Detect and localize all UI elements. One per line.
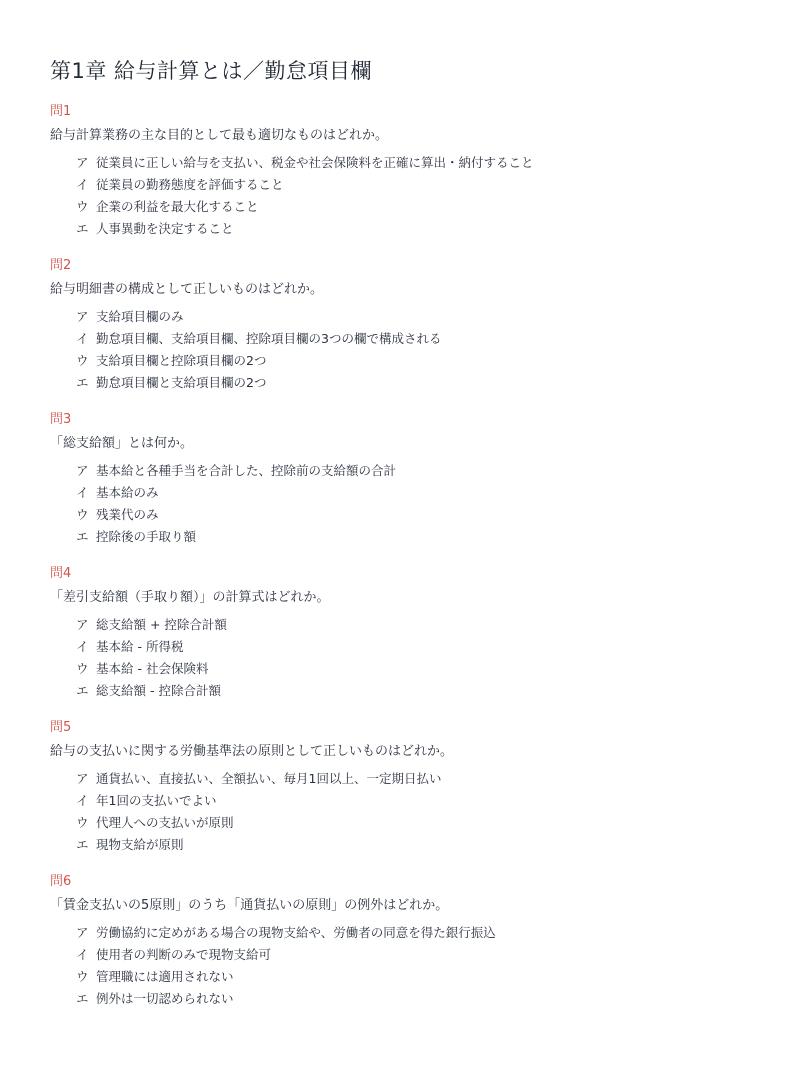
question-text: 給与明細書の構成として正しいものはどれか。	[50, 282, 324, 297]
option-e	[76, 834, 761, 856]
option-label: ウ	[76, 353, 89, 368]
option-text: 例外は一切認められない	[96, 991, 234, 1006]
option-label: エ	[76, 683, 89, 698]
option-text: 総支給額 - 控除合計額	[96, 683, 221, 698]
option-a	[76, 614, 761, 636]
option-text: 基本給 - 社会保険料	[96, 661, 209, 676]
option-i	[76, 790, 761, 812]
option-label: ウ	[76, 969, 89, 984]
option-e	[76, 526, 761, 548]
question-text: 「差引支給額（手取り額）」の計算式はどれか。	[50, 590, 330, 605]
question-number: 問1	[50, 104, 72, 119]
question-5	[50, 719, 761, 869]
option-text: 管理職には適用されない	[96, 969, 234, 984]
option-a	[76, 306, 761, 328]
chapter-title: 第1章 給与計算とは／勤怠項目欄	[50, 59, 373, 83]
option-list	[50, 460, 761, 548]
option-list	[50, 306, 761, 394]
option-text: 総支給額 + 控除合計額	[96, 617, 227, 632]
option-i	[76, 174, 761, 196]
option-i	[76, 328, 761, 350]
option-a	[76, 460, 761, 482]
option-text: 勤怠項目欄と支給項目欄の2つ	[96, 375, 267, 390]
option-text: 年1回の支払いでよい	[96, 793, 217, 808]
option-label: ア	[76, 617, 89, 632]
option-label: エ	[76, 837, 89, 852]
option-label: ア	[76, 925, 89, 940]
option-label: イ	[76, 331, 89, 346]
option-i	[76, 944, 761, 966]
option-label: エ	[76, 375, 89, 390]
option-text: 控除後の手取り額	[96, 529, 197, 544]
option-text: 使用者の判断のみで現物支給可	[96, 947, 272, 962]
question-text: 給与の支払いに関する労働基準法の原則として正しいものはどれか。	[50, 744, 454, 759]
option-label: ア	[76, 463, 89, 478]
option-e	[76, 218, 761, 240]
question-1	[50, 103, 761, 253]
option-text: 残業代のみ	[96, 507, 159, 522]
option-list	[50, 922, 761, 1010]
option-label: イ	[76, 485, 89, 500]
option-i	[76, 482, 761, 504]
question-number: 問6	[50, 874, 72, 889]
question-3	[50, 411, 761, 561]
option-label: ア	[76, 771, 89, 786]
option-a	[76, 152, 761, 174]
option-a	[76, 922, 761, 944]
option-text: 基本給のみ	[96, 485, 159, 500]
question-number: 問4	[50, 566, 72, 581]
question-4	[50, 565, 761, 715]
question-number: 問5	[50, 720, 72, 735]
question-number: 問2	[50, 258, 72, 273]
option-text: 基本給 - 所得税	[96, 639, 184, 654]
option-u	[76, 196, 761, 218]
option-u	[76, 966, 761, 988]
option-text: 従業員に正しい給与を支払い、税金や社会保険料を正確に算出・納付すること	[96, 155, 534, 170]
option-e	[76, 372, 761, 394]
option-label: ウ	[76, 815, 89, 830]
option-e	[76, 988, 761, 1010]
question-text: 「賃金支払いの5原則」のうち「通貨払いの原則」の例外はどれか。	[50, 898, 449, 913]
option-list	[50, 152, 761, 240]
option-label: ウ	[76, 507, 89, 522]
option-label: イ	[76, 947, 89, 962]
question-2	[50, 257, 761, 407]
option-u	[76, 658, 761, 680]
option-text: 労働協約に定めがある場合の現物支給や、労働者の同意を得た銀行振込	[96, 925, 496, 940]
option-a	[76, 768, 761, 790]
option-label: ア	[76, 309, 89, 324]
option-label: エ	[76, 221, 89, 236]
option-text: 支給項目欄のみ	[96, 309, 184, 324]
option-label: エ	[76, 529, 89, 544]
option-i	[76, 636, 761, 658]
question-6	[50, 873, 761, 1023]
option-text: 支給項目欄と控除項目欄の2つ	[96, 353, 267, 368]
option-label: イ	[76, 793, 89, 808]
option-label: ウ	[76, 199, 89, 214]
option-e	[76, 680, 761, 702]
option-text: 人事異動を決定すること	[96, 221, 234, 236]
option-text: 現物支給が原則	[96, 837, 184, 852]
option-label: ア	[76, 155, 89, 170]
option-text: 従業員の勤務態度を評価すること	[96, 177, 284, 192]
option-label: イ	[76, 639, 89, 654]
option-label: イ	[76, 177, 89, 192]
option-list	[50, 768, 761, 856]
option-text: 基本給と各種手当を合計した、控除前の支給額の合計	[96, 463, 397, 478]
option-u	[76, 812, 761, 834]
option-text: 企業の利益を最大化すること	[96, 199, 259, 214]
question-text: 給与計算業務の主な目的として最も適切なものはどれか。	[50, 128, 389, 143]
question-list	[50, 103, 761, 1023]
option-label: ウ	[76, 661, 89, 676]
option-u	[76, 350, 761, 372]
question-number: 問3	[50, 412, 72, 427]
option-text: 代理人への支払いが原則	[96, 815, 234, 830]
option-list	[50, 614, 761, 702]
option-u	[76, 504, 761, 526]
option-text: 通貨払い、直接払い、全額払い、毎月1回以上、一定期日払い	[96, 771, 442, 786]
question-text: 「総支給額」とは何か。	[50, 436, 194, 451]
option-text: 勤怠項目欄、支給項目欄、控除項目欄の3つの欄で構成される	[96, 331, 442, 346]
option-label: エ	[76, 991, 89, 1006]
